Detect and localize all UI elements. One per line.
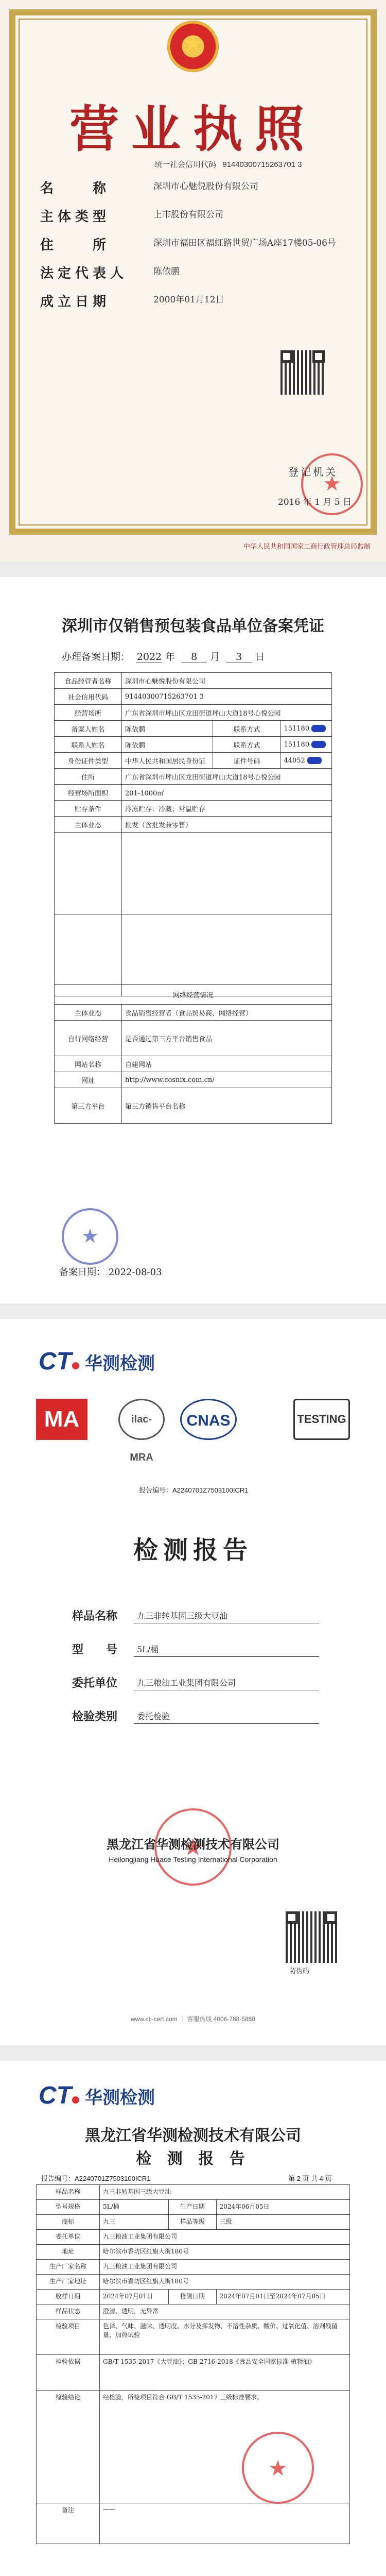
cover-field bbox=[72, 1708, 319, 1724]
cti-logo-mark-icon: CT bbox=[39, 1348, 80, 1375]
report-value: 2024年07月01日至2024年07月05日 bbox=[216, 2290, 349, 2304]
national-emblem-icon bbox=[167, 21, 219, 72]
record-key: 身份证件类型 bbox=[55, 753, 122, 769]
report-key: 检验依据 bbox=[37, 2355, 100, 2391]
online-value: 食品销售经营者（食品贸易商、网络经营） bbox=[122, 1005, 332, 1021]
record-key: 证件号码 bbox=[213, 753, 280, 769]
record-value: 广东省深圳市坪山区龙田街道坪山大道18号心悦公园 bbox=[122, 705, 332, 721]
online-header-row bbox=[55, 985, 332, 1005]
online-value: 是否通过第三方平台销售食品 bbox=[122, 1021, 332, 1056]
cover-field bbox=[72, 1641, 319, 1657]
report-row bbox=[37, 2319, 350, 2355]
issue-date: 2016 年 1 月 5 日 bbox=[278, 497, 352, 507]
report-value: —— bbox=[100, 2503, 350, 2544]
license-field-value: 陈依鹏 bbox=[153, 266, 180, 277]
license-field bbox=[40, 263, 349, 282]
report-row bbox=[37, 2290, 350, 2304]
report-value: 九三粮油工业集团有限公司 bbox=[100, 2260, 350, 2275]
record-value: 冷冻贮存：冷藏；常温贮存 bbox=[122, 801, 332, 817]
testing-organization bbox=[0, 1834, 386, 1863]
online-operation-table bbox=[54, 984, 332, 1124]
record-day: 3 bbox=[226, 651, 252, 663]
cover-field-value: 九三非转基因三级大豆油 bbox=[134, 1609, 319, 1623]
report-value: 5L/桶 bbox=[100, 2200, 169, 2215]
report-value: GB/T 1535-2017《大豆油》；GB 2716-2018《食品安全国家标准 植物油》 bbox=[100, 2355, 350, 2391]
credit-code-label: 统一社会信用代码 bbox=[154, 160, 217, 169]
record-row bbox=[55, 801, 332, 817]
online-key: 网站名称 bbox=[55, 1056, 122, 1072]
cover-field bbox=[72, 1607, 319, 1623]
online-row bbox=[55, 1021, 332, 1056]
report-row bbox=[37, 2355, 350, 2391]
record-date-label: 办理备案日期： bbox=[62, 651, 131, 663]
online-key: 网址 bbox=[55, 1072, 122, 1088]
cma-mark-icon: MA bbox=[36, 1399, 87, 1455]
cover-field bbox=[72, 1674, 319, 1690]
report-value: 2024年06月05日 bbox=[216, 2200, 349, 2215]
anti-counterfeit-qr-icon bbox=[286, 1911, 337, 1963]
record-key: 联系方式 bbox=[213, 737, 280, 753]
record-footer-date: 2022-08-03 bbox=[108, 1267, 162, 1278]
report-title: 检 测 报 告 bbox=[136, 2150, 250, 2168]
page-gap bbox=[0, 562, 386, 577]
report-number: 报告编号：A2240701Z7503100ICR1 bbox=[139, 1486, 249, 1494]
license-title: 营业执照 bbox=[69, 100, 317, 158]
record-table bbox=[54, 672, 332, 996]
license-field-key: 法定代表人 bbox=[40, 266, 128, 281]
inspection-seal-icon bbox=[242, 2432, 314, 2504]
record-key: 社会信用代码 bbox=[55, 689, 122, 705]
cnas-mark-icon: CNAS bbox=[180, 1399, 237, 1440]
report-value: 哈尔滨市香坊区红旗大街180号 bbox=[100, 2245, 350, 2260]
report-key: 样品等级 bbox=[168, 2215, 216, 2230]
record-row bbox=[55, 753, 332, 769]
report-key: 委托单位 bbox=[37, 2230, 100, 2245]
online-value: 自建网站 bbox=[122, 1056, 332, 1072]
record-value bbox=[280, 721, 332, 737]
license-field-key: 名 称 bbox=[40, 181, 111, 196]
record-value-text: 44052 bbox=[284, 756, 305, 765]
record-row bbox=[55, 817, 332, 833]
online-value: 第三方销售平台名称 bbox=[122, 1088, 332, 1124]
record-month-unit: 月 bbox=[210, 651, 220, 663]
record-month: 8 bbox=[181, 651, 207, 663]
cover-field-key: 样品名称 bbox=[72, 1609, 118, 1623]
license-field bbox=[40, 206, 349, 225]
cover-fields bbox=[72, 1607, 319, 1741]
report-key: 样品名称 bbox=[37, 2185, 100, 2200]
report-cover-title: 检测报告 bbox=[133, 1536, 253, 1565]
record-row bbox=[55, 673, 332, 689]
license-footer: 中华人民共和国国家工商行政管理总局监制 bbox=[243, 543, 371, 550]
license-field bbox=[40, 291, 349, 310]
record-blank-row bbox=[55, 833, 332, 914]
record-value bbox=[280, 737, 332, 753]
record-row bbox=[55, 721, 332, 737]
license-field-key: 主体类型 bbox=[40, 209, 111, 225]
record-key: 贮存条件 bbox=[55, 801, 122, 817]
test-report-cover-page bbox=[0, 1319, 386, 2045]
cover-field-key: 型 号 bbox=[72, 1643, 118, 1656]
report-value: 九三非转基因三级大豆油 bbox=[100, 2185, 350, 2200]
page-gap bbox=[0, 1303, 386, 1319]
report-value: 三级 bbox=[216, 2215, 349, 2230]
online-header: 网络经营情况 bbox=[55, 985, 332, 1005]
testing-mark-icon: TESTING bbox=[293, 1399, 350, 1440]
online-value: http://www.cosnix.com.cn/ bbox=[122, 1072, 332, 1088]
credit-code: 91440300715263701 3 bbox=[222, 160, 302, 169]
report-page-number: 第 2 页 共 4 页 bbox=[288, 2175, 332, 2182]
credit-code-row bbox=[154, 159, 302, 170]
record-value: 91440300715263701 3 bbox=[122, 689, 332, 705]
cti-logo-text: 华测检测 bbox=[84, 2088, 155, 2108]
license-field bbox=[40, 178, 349, 197]
license-field-value: 2000年01月12日 bbox=[153, 295, 224, 305]
online-key: 第三方平台 bbox=[55, 1088, 122, 1124]
report-number: 报告编号：A2240701Z7503100ICR1 bbox=[41, 2175, 151, 2182]
organization-name-cn: 黑龙江省华测检测技术有限公司 bbox=[107, 1837, 279, 1852]
cover-field-key: 委托单位 bbox=[72, 1676, 118, 1690]
license-fields bbox=[40, 178, 349, 319]
cti-logo bbox=[39, 1347, 155, 1376]
record-value: 陈依鹏 bbox=[122, 721, 213, 737]
record-row bbox=[55, 705, 332, 721]
record-day-unit: 日 bbox=[255, 651, 265, 663]
record-year: 2022 bbox=[136, 651, 162, 663]
license-field-value: 上市股份有限公司 bbox=[153, 210, 223, 220]
license-qr-code-icon bbox=[280, 350, 325, 395]
report-row bbox=[37, 2185, 350, 2200]
record-title: 深圳市仅销售预包装食品单位备案凭证 bbox=[62, 617, 324, 635]
report-key: 样品状态 bbox=[37, 2304, 100, 2319]
report-value: 九三 bbox=[100, 2215, 169, 2230]
page-gap bbox=[0, 2045, 386, 2061]
report-key: 检测日期 bbox=[168, 2290, 216, 2304]
report-value: 色泽、气味、滋味、透明度、水分及挥发物、不溶性杂质、酸价、过氧化值、溶剂残留量、加热试验 bbox=[100, 2319, 350, 2355]
record-year-unit: 年 bbox=[165, 651, 176, 663]
food-record-certificate-page bbox=[0, 577, 386, 1303]
record-key: 联系方式 bbox=[213, 721, 280, 737]
cover-field-value: 委托检验 bbox=[134, 1710, 319, 1724]
report-value: 澄清、透明，无异常 bbox=[100, 2304, 350, 2319]
online-key: 自行网络经营 bbox=[55, 1021, 122, 1056]
record-date-line bbox=[62, 649, 268, 663]
record-key: 食品经营者名称 bbox=[55, 673, 122, 689]
license-field-key: 成立日期 bbox=[40, 294, 111, 310]
record-row bbox=[55, 769, 332, 785]
record-key: 联系人姓名 bbox=[55, 737, 122, 753]
report-key: 商标 bbox=[37, 2215, 100, 2230]
report-key: 检验项目 bbox=[37, 2319, 100, 2355]
record-row bbox=[55, 689, 332, 705]
online-key: 主体业态 bbox=[55, 1005, 122, 1021]
report-key: 生产厂家地址 bbox=[37, 2275, 100, 2290]
certification-marks bbox=[36, 1399, 350, 1476]
cover-field-value: 九三粮油工业集团有限公司 bbox=[134, 1676, 319, 1690]
record-key: 住所 bbox=[55, 769, 122, 785]
cti-logo-text: 华测检测 bbox=[84, 1354, 155, 1374]
report-key: 检验结论 bbox=[37, 2391, 100, 2503]
record-footer-label: 备案日期： bbox=[59, 1267, 106, 1278]
report-row bbox=[37, 2230, 350, 2245]
record-row bbox=[55, 737, 332, 753]
record-value-text: 151180 bbox=[284, 740, 310, 749]
cover-field-value: 5L/桶 bbox=[134, 1643, 319, 1657]
registration-authority: 登记机关 bbox=[288, 466, 338, 478]
cti-logo-mark-icon: CT bbox=[39, 2082, 80, 2109]
online-row bbox=[55, 1088, 332, 1124]
online-row bbox=[55, 1072, 332, 1088]
redaction-mark-icon bbox=[311, 725, 326, 732]
record-value: 广东省深圳市坪山区龙田街道坪山大道18号心悦公园 bbox=[122, 769, 332, 785]
report-key: 生产厂家名称 bbox=[37, 2260, 100, 2275]
organization-name-en: Heilongjiang Huace Testing International Corporation bbox=[109, 1855, 277, 1863]
report-row bbox=[37, 2200, 350, 2215]
cti-logo bbox=[39, 2081, 155, 2110]
report-row bbox=[37, 2245, 350, 2260]
report-key: 生产日期 bbox=[168, 2200, 216, 2215]
record-value: 批发（含批发兼零售） bbox=[122, 817, 332, 833]
redaction-mark-icon bbox=[307, 757, 322, 764]
report-row bbox=[37, 2275, 350, 2290]
record-value: 深圳市心魅悦股份有限公司 bbox=[122, 673, 332, 689]
record-value: 陈依鹏 bbox=[122, 737, 213, 753]
license-field-value: 深圳市福田区福虹路世贸广场A座17楼05-06号 bbox=[153, 238, 336, 248]
record-row bbox=[55, 785, 332, 801]
license-field bbox=[40, 234, 349, 253]
cover-field-key: 检验类别 bbox=[72, 1710, 118, 1723]
report-row bbox=[37, 2503, 350, 2544]
business-license-page bbox=[0, 0, 386, 562]
record-footer bbox=[59, 1265, 162, 1278]
license-field-key: 住 所 bbox=[40, 238, 111, 253]
report-row bbox=[37, 2260, 350, 2275]
record-key: 经营场所面积 bbox=[55, 785, 122, 801]
report-row bbox=[37, 2304, 350, 2319]
report-value: 经检验，所检项目符合 GB/T 1535-2017 三级标准要求。 bbox=[100, 2391, 350, 2503]
qr-caption: 防伪码 bbox=[289, 1967, 310, 1975]
ilac-mark-icon: ilac-MRA bbox=[118, 1399, 165, 1440]
record-seal-icon bbox=[62, 1208, 118, 1265]
record-value: 中华人民共和国居民身份证 bbox=[122, 753, 213, 769]
record-key: 备案人姓名 bbox=[55, 721, 122, 737]
record-key: 经营场所 bbox=[55, 705, 122, 721]
online-row bbox=[55, 1005, 332, 1021]
record-key: 主体业态 bbox=[55, 817, 122, 833]
report-value: 九三粮油工业集团有限公司 bbox=[100, 2230, 350, 2245]
record-value bbox=[280, 753, 332, 769]
record-value-text: 151180 bbox=[284, 724, 310, 733]
license-field-value: 深圳市心魅悦股份有限公司 bbox=[153, 181, 258, 192]
report-key: 收样日期 bbox=[37, 2290, 100, 2304]
report-company: 黑龙江省华测检测技术有限公司 bbox=[85, 2127, 301, 2145]
record-value: 201-1000㎡ bbox=[122, 785, 332, 801]
report-value: 哈尔滨市香坊区红旗大街180号 bbox=[100, 2275, 350, 2290]
cover-footer: www.cti-cert.com ｜ 客服热线 4006-788-5888 bbox=[130, 2015, 256, 2023]
redaction-mark-icon bbox=[311, 741, 326, 748]
online-row bbox=[55, 1056, 332, 1072]
report-value: 2024年07月01日 bbox=[100, 2290, 169, 2304]
report-key: 备注 bbox=[37, 2503, 100, 2544]
report-row bbox=[37, 2215, 350, 2230]
test-report-page bbox=[0, 2061, 386, 2576]
report-key: 地址 bbox=[37, 2245, 100, 2260]
report-key: 型号规格 bbox=[37, 2200, 100, 2215]
